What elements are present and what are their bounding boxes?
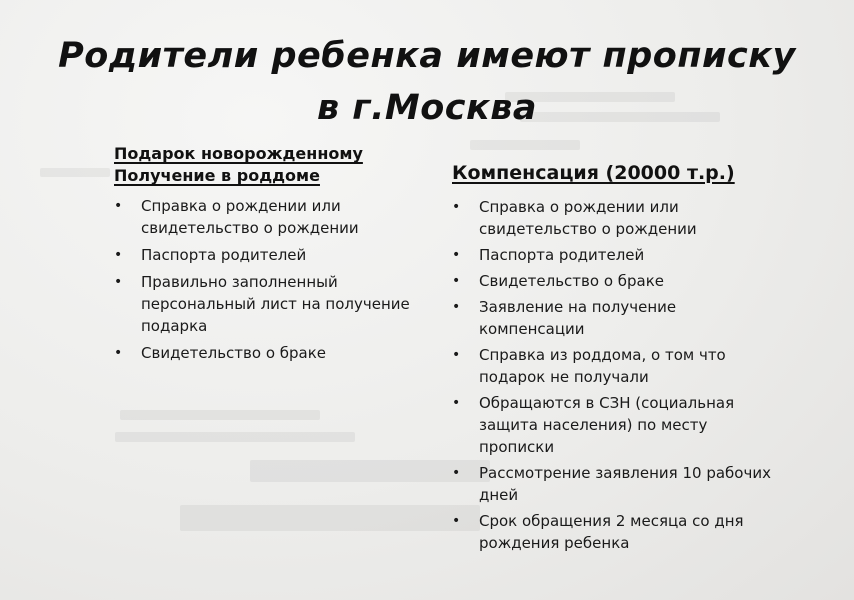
left-requirements-list [114, 195, 431, 369]
ghost-mark [180, 505, 480, 531]
left-heading-line-1: Подарок новорожденному [114, 144, 363, 163]
right-requirements-list [452, 196, 779, 558]
list-item [452, 296, 779, 340]
list-item-text: Срок обращения 2 месяца со дня рождения ребенка [479, 512, 744, 552]
list-item-text: Свидетельство о браке [479, 272, 665, 290]
list-item-text: Заявление на получение компенсации [479, 298, 677, 338]
list-item-text: Справка о рождении или свидетельство о рождении [141, 197, 359, 237]
list-item-text: Паспорта родителей [479, 246, 645, 264]
bullet-icon: • [452, 273, 461, 289]
bullet-icon: • [452, 199, 461, 215]
ghost-mark [115, 432, 355, 442]
bullet-icon: • [452, 465, 461, 481]
list-item [114, 244, 431, 266]
list-item-text: Обращаются в СЗН (социальная защита населения) по месту прописки [479, 394, 735, 456]
bullet-icon: • [452, 395, 461, 411]
right-column-heading: Компенсация (20000 т.р.) [452, 162, 735, 184]
list-item [452, 392, 779, 458]
list-item [452, 244, 779, 266]
list-item-text: Рассмотрение заявления 10 рабочих дней [479, 464, 771, 504]
left-heading-line-2: Получение в роддоме [114, 166, 320, 185]
list-item [114, 195, 431, 239]
page-title-line-1: Родители ребенка имеют прописку [58, 36, 796, 76]
list-item [452, 510, 779, 554]
list-item [452, 462, 779, 506]
ghost-mark [120, 410, 320, 420]
list-item [452, 344, 779, 388]
bullet-icon: • [452, 299, 461, 315]
list-item-text: Паспорта родителей [141, 246, 307, 264]
bullet-icon: • [114, 198, 123, 214]
bullet-icon: • [114, 274, 123, 290]
list-item [114, 271, 431, 337]
bullet-icon: • [452, 247, 461, 263]
list-item [452, 196, 779, 240]
bullet-icon: • [452, 513, 461, 529]
left-column-heading [114, 143, 363, 187]
list-item [114, 342, 431, 364]
list-item [452, 270, 779, 292]
ghost-mark [470, 140, 580, 150]
page-title-line-2: в г.Москва [316, 88, 538, 128]
list-item-text: Справка из роддома, о том что подарок не получали [479, 346, 726, 386]
list-item-text: Правильно заполненный персональный лист на получение подарка [141, 273, 410, 335]
bullet-icon: • [452, 347, 461, 363]
bullet-icon: • [114, 345, 123, 361]
bullet-icon: • [114, 247, 123, 263]
ghost-mark [40, 168, 110, 177]
list-item-text: Справка о рождении или свидетельство о рождении [479, 198, 697, 238]
list-item-text: Свидетельство о браке [141, 344, 327, 362]
